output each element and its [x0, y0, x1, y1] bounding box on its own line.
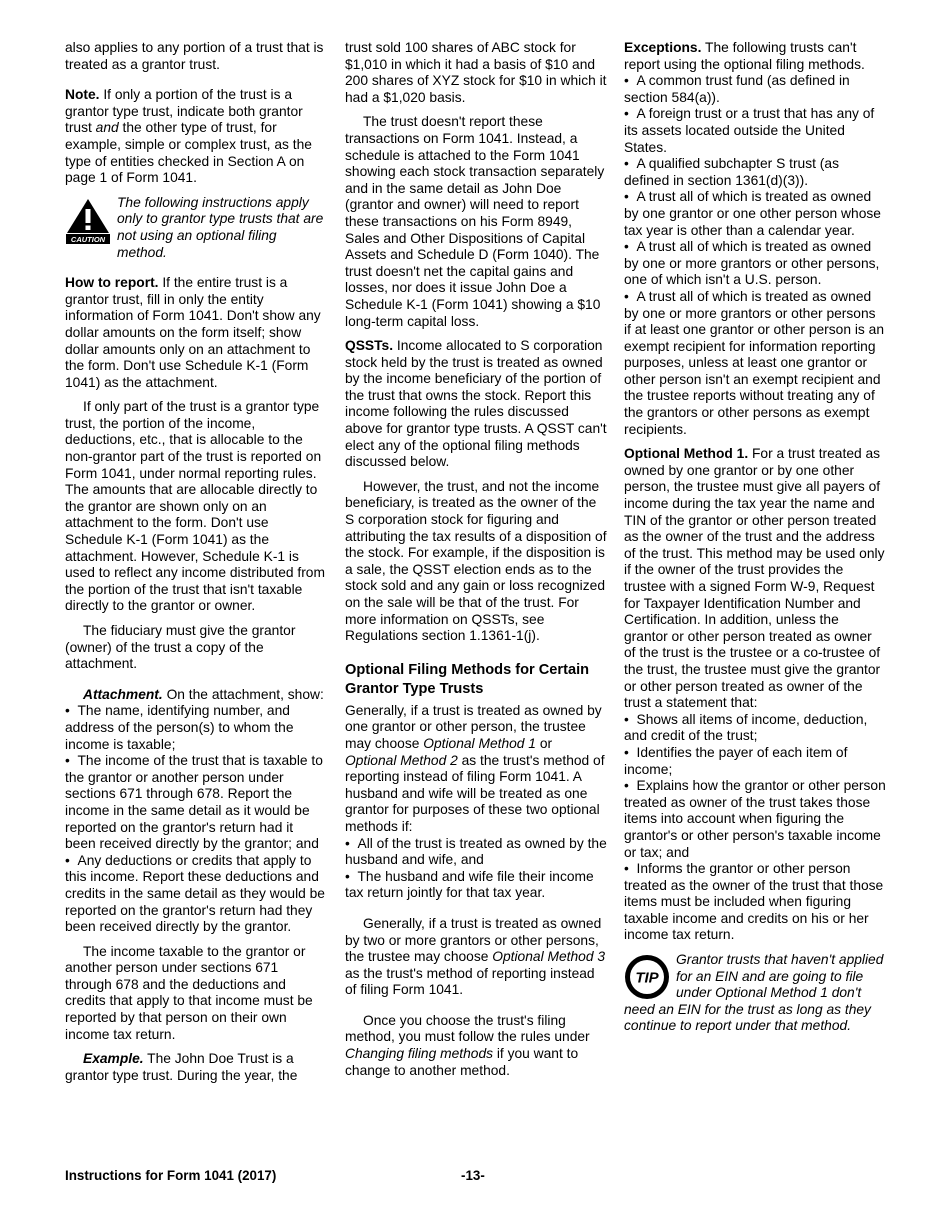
paragraph: The fiduciary must give the grantor (owner) of the trust a copy of the attachment.: [65, 623, 296, 672]
tip-note: [624, 952, 886, 1035]
list-item: • The income of the trust that is taxable to the grantor or another person under sections 671 through 678. Report the income in the same detail as it would be reported on the grantor's return had it been received directly by the grantor; and: [65, 753, 327, 853]
list-item: • Identifies the payer of each item of income;: [624, 745, 886, 778]
exceptions-paragraph: Exceptions. The following trusts can't report using the optional filing methods.: [624, 40, 865, 72]
section-heading: Optional Filing Methods for Certain Grantor Type Trusts: [345, 661, 590, 697]
list-item: • All of the trust is treated as owned by the husband and wife, and: [345, 836, 607, 869]
caution-text: The following instructions apply only to grantor type trusts that are not using an optional filing method.: [117, 194, 324, 260]
note-paragraph: Note. If only a portion of the trust is a grantor type trust, indicate both grantor trust and the other type of trust, for example, simple or complex trust, as the type of entities checked in Section A on page 1 of Form 1041.: [65, 87, 312, 186]
how-to-report-paragraph: How to report. If the entire trust is a grantor trust, fill in only the entity information of Form 1041. Don't show any dollar amounts on the form itself; show dollar amounts only on an attachment to the form. Don't use Schedule K-1 (Form 1041) as the attachment.: [65, 275, 321, 390]
caution-note: [65, 195, 327, 261]
qssts-paragraph: QSSTs. Income allocated to S corporation stock held by the trust is treated as owned by the income beneficiary of the portion of the trust that owns the stock. Report this income following the rules discussed above for grantor type trusts. A QSST can't elect any of the optional filing methods discussed below.: [345, 338, 607, 470]
paragraph: The trust doesn't report these transactions on Form 1041. Instead, a schedule is attached to the Form 1041 showing each stock transaction separately and in the same detail as John Doe (grantor and owner) will need to report these transactions on his Form 8949, Sales and Other Dispositions of Capital Assets and Schedule D (Form 1040). The trust doesn't net the capital gains and losses, nor does it issue John Doe a Schedule K-1 (Form 1041) showing a $10 long-term capital loss.: [345, 114, 605, 329]
list-item: • A trust all of which is treated as owned by one grantor or one other person whose tax year is other than a calendar year.: [624, 189, 886, 239]
list-item: • The name, identifying number, and address of the person(s) to whom the income is taxable;: [65, 703, 327, 753]
paragraph: trust sold 100 shares of ABC stock for $1,010 in which it had a basis of $10 and 200 shares of XYZ stock for $10 in which it had a $1,020 basis.: [345, 40, 607, 105]
paragraph: The income taxable to the grantor or another person under sections 671 through 678 and the deductions and credits that apply to that income must be reported by that person on their own income tax return.: [65, 943, 313, 1042]
tip-icon: [624, 954, 670, 1000]
attachment-paragraph: Attachment. On the attachment, show:: [83, 686, 324, 702]
paragraph: also applies to any portion of a trust that is treated as a grantor trust.: [65, 40, 324, 72]
list-item: • A common trust fund (as defined in section 584(a)).: [624, 73, 886, 106]
list-item: • The husband and wife file their income tax return jointly for that tax year.: [345, 869, 607, 902]
list-item: • Explains how the grantor or other person treated as owner of the trust takes those items into account when figuring the grantor's or other person's taxable income or tax; and: [624, 778, 886, 861]
list-item: • A foreign trust or a trust that has any of its assets located outside the United States.: [624, 106, 886, 156]
column-3: [624, 40, 886, 1043]
example-paragraph: Example. The John Doe Trust is a grantor type trust. During the year, the: [65, 1051, 298, 1083]
paragraph: However, the trust, and not the income beneficiary, is treated as the owner of the S corporation stock for figuring and attributing the tax results of a disposition of the stock. For example, if the disposition is a sale, the QSST election ends as to the stock sold and any gain or loss recognized on the sale will be that of the trust. For more information on QSSTs, see Regulations section 1.1361-1(j).: [345, 478, 607, 644]
page-number: -13-: [461, 1168, 485, 1183]
optional-method-1-paragraph: Optional Method 1. For a trust treated as owned by one grantor or by one other person, the trustee must give all payers of income during the tax year the name and TIN of the grantor or other person treated as the owner of the trust and the address of the trust. This method may be used only if the owner of the trust provides the trustee with a signed Form W-9, Request for Taxpayer Identification Number and Certification. In addition, unless the grantor or other person treated as owner of the trust is the trustee or a co-trustee of the trust, the trustee must give the grantor or other person treated as owner of the trust a statement that:: [624, 446, 885, 711]
paragraph: If only part of the trust is a grantor type trust, the portion of the income, deductions, etc., that is allocable to the non-grantor part of the trust is reported on Form 1041, under normal reporting rules. The amounts that are allocable directly to the grantor are shown only on an attachment to the form. Don't use Schedule K-1 (Form 1041) as the attachment. However, Schedule K-1 is used to reflect any income distributed from the portion of the trust that isn't taxable directly to the grantor or owner.: [65, 399, 325, 614]
tip-label: TIP: [635, 969, 659, 987]
caution-icon: [65, 197, 111, 245]
paragraph: Once you choose the trust's filing method, you must follow the rules under Changing filing methods if you want to change to another method.: [345, 1012, 590, 1078]
list-item: • Shows all items of income, deduction, and credit of the trust;: [624, 712, 886, 745]
note-label: Note.: [65, 87, 100, 103]
caution-label: CAUTION: [70, 234, 106, 244]
paragraph: Generally, if a trust is treated as owned by two or more grantors or other persons, the trustee may choose Optional Method 3 as the trust's method of reporting instead of filing Form 1041.: [345, 915, 605, 998]
list-item: • Any deductions or credits that apply to this income. Report these deductions and credits in the same detail as they would be reported on the grantor's return had they been received directly by the grantor.: [65, 853, 327, 936]
list-item: • A trust all of which is treated as owned by one or more grantors or other persons, one of which isn't a U.S. person.: [624, 239, 886, 289]
column-2: [345, 40, 607, 1087]
paragraph: Generally, if a trust is treated as owned by one grantor or other person, the trustee may choose Optional Method 1 or Optional Method 2 as the trust's method of reporting instead of filing Form 1041. A husband and wife will be treated as one grantor for purposes of these two optional methods if:: [345, 702, 605, 834]
list-item: • Informs the grantor or other person treated as the owner of the trust that those items must be included when figuring taxable income and credits on his or her income tax return.: [624, 861, 886, 944]
tip-text: Grantor trusts that haven't applied for an EIN and are going to file under Optional Method 1 don't need an EIN for the trust as long as they continue to report under that method.: [624, 952, 884, 1034]
list-item: • A trust all of which is treated as owned by one or more grantors or other persons if at least one grantor or other person is an exempt recipient for information reporting purposes, unless at least one grantor or other person isn't an exempt recipient and the trustee reports without treating any of the grantors or other persons as exempt recipients.: [624, 289, 886, 438]
column-1: [65, 40, 327, 1092]
list-item: • A qualified subchapter S trust (as defined in section 1361(d)(3)).: [624, 156, 886, 189]
footer-title: Instructions for Form 1041 (2017): [65, 1168, 277, 1183]
